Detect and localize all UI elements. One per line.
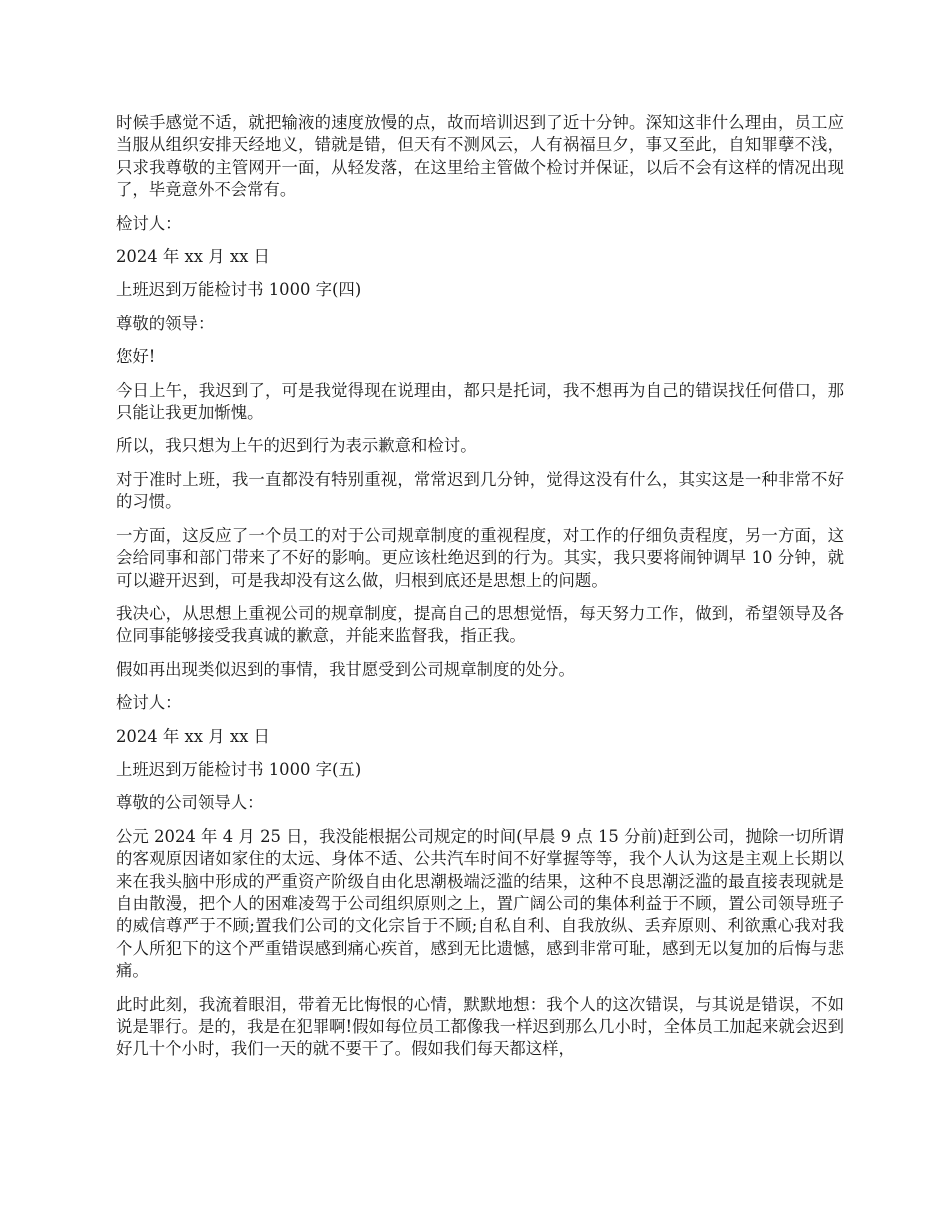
salutation: 尊敬的领导： bbox=[116, 313, 215, 333]
paragraph: 假如再出现类似迟到的事情，我甘愿受到公司规章制度的处分。 bbox=[116, 659, 575, 679]
paragraph: 公元 2024 年 4 月 25 日，我没能根据公司规定的时间(早晨 9 点 15 分前)赶到公司，抛除一切所谓的客观原因诸如家住的太远、身体不适、公共汽车时间不好掌握等等，我个人认为这是主观上长期以来在我头脑中形成的严重资产阶级自由化思潮极端泛滥的结果，这种不良思潮泛滥的最直接表现就是自由散漫，把个人的困难凌驾于公司组织原则之上，置广阔公司的集体利益于不顾，置公司领导班子的威信尊严于不顾;置我们公司的文化宗旨于不顾;自私自利、自我放纵、丢弃原则、利欲熏心我对我个人所犯下的这个严重错误感到痛心疾首，感到无比遗憾，感到非常可耻，感到无以复加的后悔与悲痛。 bbox=[116, 826, 844, 981]
paragraph: 所以，我只想为上午的迟到行为表示歉意和检讨。 bbox=[116, 436, 477, 456]
document-body bbox=[116, 112, 844, 1072]
signature-label: 检讨人： bbox=[116, 693, 182, 713]
section-title-four: 上班迟到万能检讨书 1000 字(四) bbox=[116, 280, 362, 300]
paragraph: 此时此刻，我流着眼泪，带着无比悔恨的心情，默默地想：我个人的这次错误，与其说是错误，不如说是罪行。是的，我是在犯罪啊!假如每位员工都像我一样迟到那么几小时，全体员工加起来就会迟到好几十个小时，我们一天的就不要干了。假如我们每天都这样， bbox=[116, 994, 844, 1059]
salutation: 尊敬的公司领导人： bbox=[116, 793, 264, 813]
section-title-five: 上班迟到万能检讨书 1000 字(五) bbox=[116, 759, 362, 779]
paragraph: 对于准时上班，我一直都没有特别重视，常常迟到几分钟，觉得这没有什么，其实这是一种非常不好的习惯。 bbox=[116, 469, 844, 512]
date-line: 2024 年 xx 月 xx 日 bbox=[116, 247, 270, 267]
paragraph: 一方面，这反应了一个员工的对于公司规章制度的重视程度，对工作的仔细负责程度，另一方面，这会给同事和部门带来了不好的影响。更应该杜绝迟到的行为。其实，我只要将闹钟调早 10 分钟，就可以避开迟到，可是我却没有这么做，归根到底还是思想上的问题。 bbox=[116, 525, 844, 590]
paragraph-continuation: 时候手感觉不适，就把输液的速度放慢的点，故而培训迟到了近十分钟。深知这非什么理由，员工应当服从组织安排天经地义，错就是错，但天有不测风云，人有祸福旦夕，事又至此，自知罪孽不浅，只求我尊敬的主管网开一面，从轻发落，在这里给主管做个检讨并保证，以后不会有这样的情况出现了，毕竟意外不会常有。 bbox=[116, 113, 844, 200]
date-line: 2024 年 xx 月 xx 日 bbox=[116, 726, 270, 746]
paragraph: 我决心，从思想上重视公司的规章制度，提高自己的思想觉悟，每天努力工作，做到，希望领导及各位同事能够接受我真诚的歉意，并能来监督我，指正我。 bbox=[116, 603, 844, 646]
signature-label: 检讨人： bbox=[116, 213, 182, 233]
greeting: 您好! bbox=[116, 347, 156, 367]
paragraph: 今日上午，我迟到了，可是我觉得现在说理由，都只是托词，我不想再为自己的错误找任何借口，那只能让我更加惭愧。 bbox=[116, 380, 844, 423]
